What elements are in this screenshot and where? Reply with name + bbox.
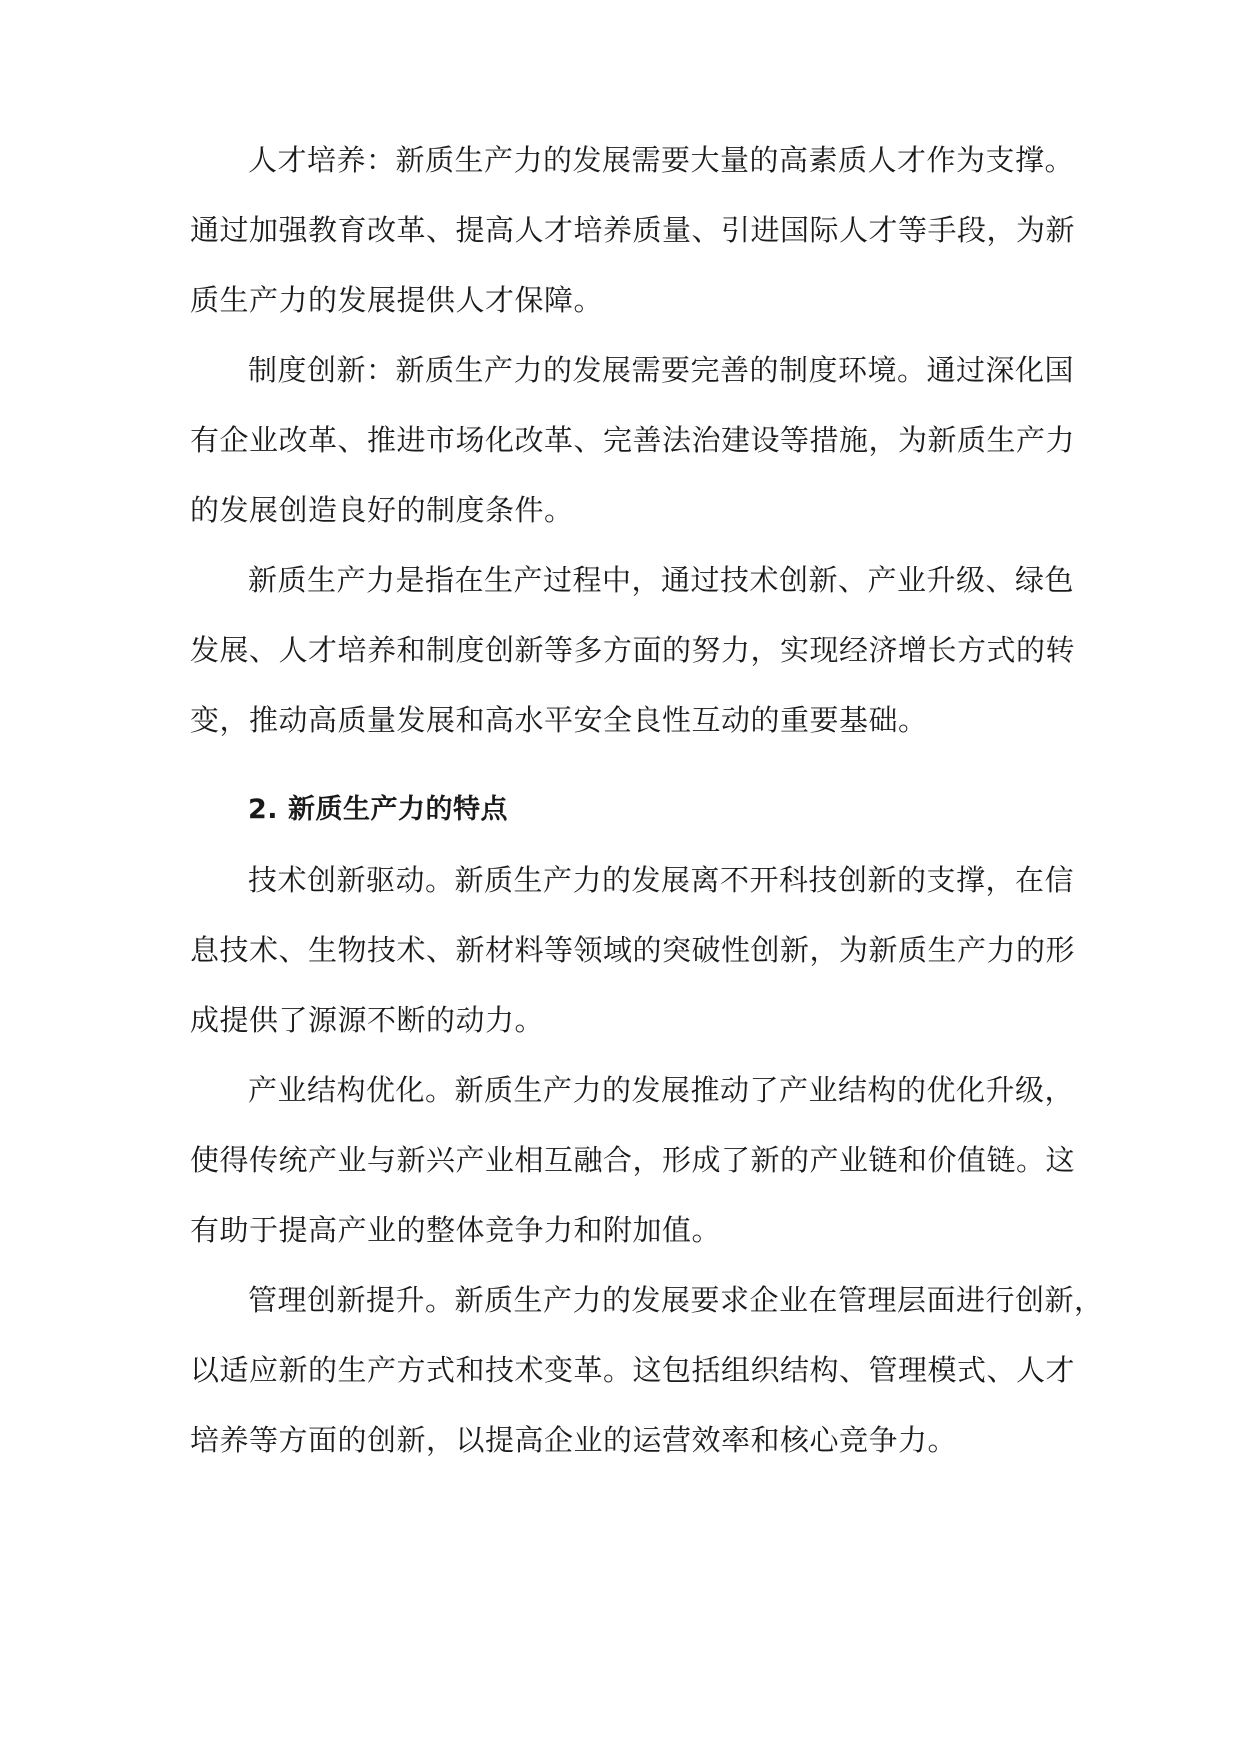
paragraph-industry-line-1: 产业结构优化。新质生产力的发展推动了产业结构的优化升级， — [248, 1073, 1075, 1107]
paragraph-definition-line-1: 新质生产力是指在生产过程中，通过技术创新、产业升级、绿色 — [248, 563, 1075, 597]
paragraph-industry-line-3: 有助于提高产业的整体竞争力和附加值。 — [190, 1213, 722, 1247]
paragraph-talent-line-1: 人才培养：新质生产力的发展需要大量的高素质人才作为支撑。 — [248, 143, 1075, 177]
paragraph-definition-line-2: 发展、人才培养和制度创新等多方面的努力，实现经济增长方式的转 — [190, 633, 1076, 667]
paragraph-institution-line-2: 有企业改革、推进市场化改革、完善法治建设等措施，为新质生产力 — [190, 423, 1076, 457]
paragraph-talent-line-3: 质生产力的发展提供人才保障。 — [190, 283, 604, 317]
paragraph-management-line-3: 培养等方面的创新，以提高企业的运营效率和核心竞争力。 — [190, 1423, 958, 1457]
paragraph-industry-line-2: 使得传统产业与新兴产业相互融合，形成了新的产业链和价值链。这 — [190, 1143, 1076, 1177]
paragraph-institution-line-3: 的发展创造良好的制度条件。 — [190, 493, 574, 527]
paragraph-management-line-2: 以适应新的生产方式和技术变革。这包括组织结构、管理模式、人才 — [190, 1353, 1076, 1387]
paragraph-institution-line-1: 制度创新：新质生产力的发展需要完善的制度环境。通过深化国 — [248, 353, 1075, 387]
paragraph-tech-line-2: 息技术、生物技术、新材料等领域的突破性创新，为新质生产力的形 — [190, 933, 1076, 967]
paragraph-definition-line-3: 变，推动高质量发展和高水平安全良性互动的重要基础。 — [190, 703, 928, 737]
paragraph-tech-line-1: 技术创新驱动。新质生产力的发展离不开科技创新的支撑，在信 — [248, 863, 1075, 897]
paragraph-tech-line-3: 成提供了源源不断的动力。 — [190, 1003, 545, 1037]
paragraph-management-line-1: 管理创新提升。新质生产力的发展要求企业在管理层面进行创新， — [248, 1283, 1104, 1317]
section-heading: 2. 新质生产力的特点 — [248, 794, 508, 825]
paragraph-talent-line-2: 通过加强教育改革、提高人才培养质量、引进国际人才等手段，为新 — [190, 213, 1076, 247]
